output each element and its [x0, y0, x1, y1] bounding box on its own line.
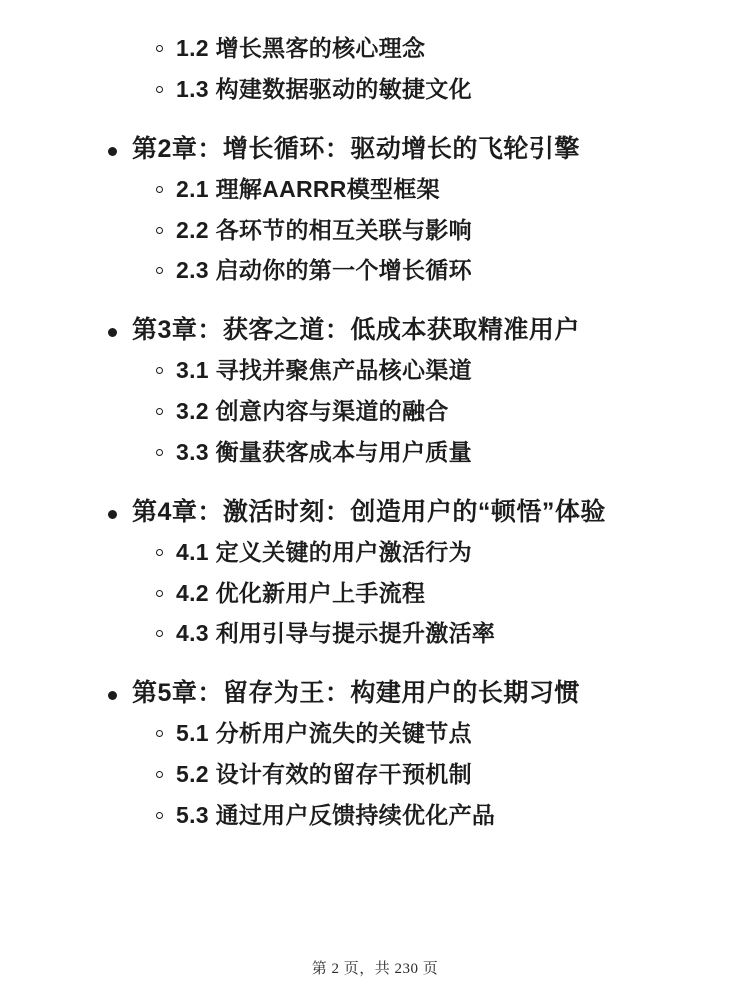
toc-chapter-item[interactable]: 第5章：留存为王：构建用户的长期习惯	[40, 678, 710, 709]
toc-section-item[interactable]: 5.3 通过用户反馈持续优化产品	[40, 801, 710, 830]
page-footer: 第 2 页，共 230 页	[311, 961, 439, 977]
toc-section-item[interactable]: 3.3 衡量获客成本与用户质量	[40, 438, 710, 467]
toc-section-item[interactable]: 2.2 各环节的相互关联与影响	[40, 216, 710, 245]
toc-section-item[interactable]: 4.1 定义关键的用户激活行为	[40, 538, 710, 567]
toc-section-item[interactable]: 5.1 分析用户流失的关键节点	[40, 719, 710, 748]
toc-chapter-item[interactable]: 第2章：增长循环：驱动增长的飞轮引擎	[40, 134, 710, 165]
toc-section-item[interactable]: 2.1 理解AARRR模型框架	[40, 175, 710, 204]
toc-section-item[interactable]: 2.3 启动你的第一个增长循环	[40, 256, 710, 285]
toc-section-item[interactable]: 1.2 增长黑客的核心理念	[40, 34, 710, 63]
toc-chapter-item[interactable]: 第3章：获客之道：低成本获取精准用户	[40, 315, 710, 346]
toc-section-item[interactable]: 4.2 优化新用户上手流程	[40, 579, 710, 608]
toc-section-item[interactable]: 4.3 利用引导与提示提升激活率	[40, 619, 710, 648]
table-of-contents-list	[40, 34, 710, 830]
toc-chapter-item[interactable]: 第4章：激活时刻：创造用户的“顿悟”体验	[40, 497, 710, 528]
toc-section-item[interactable]: 1.3 构建数据驱动的敏捷文化	[40, 75, 710, 104]
toc-section-item[interactable]: 3.1 寻找并聚焦产品核心渠道	[40, 356, 710, 385]
toc-section-item[interactable]: 5.2 设计有效的留存干预机制	[40, 760, 710, 789]
toc-section-item[interactable]: 3.2 创意内容与渠道的融合	[40, 397, 710, 426]
